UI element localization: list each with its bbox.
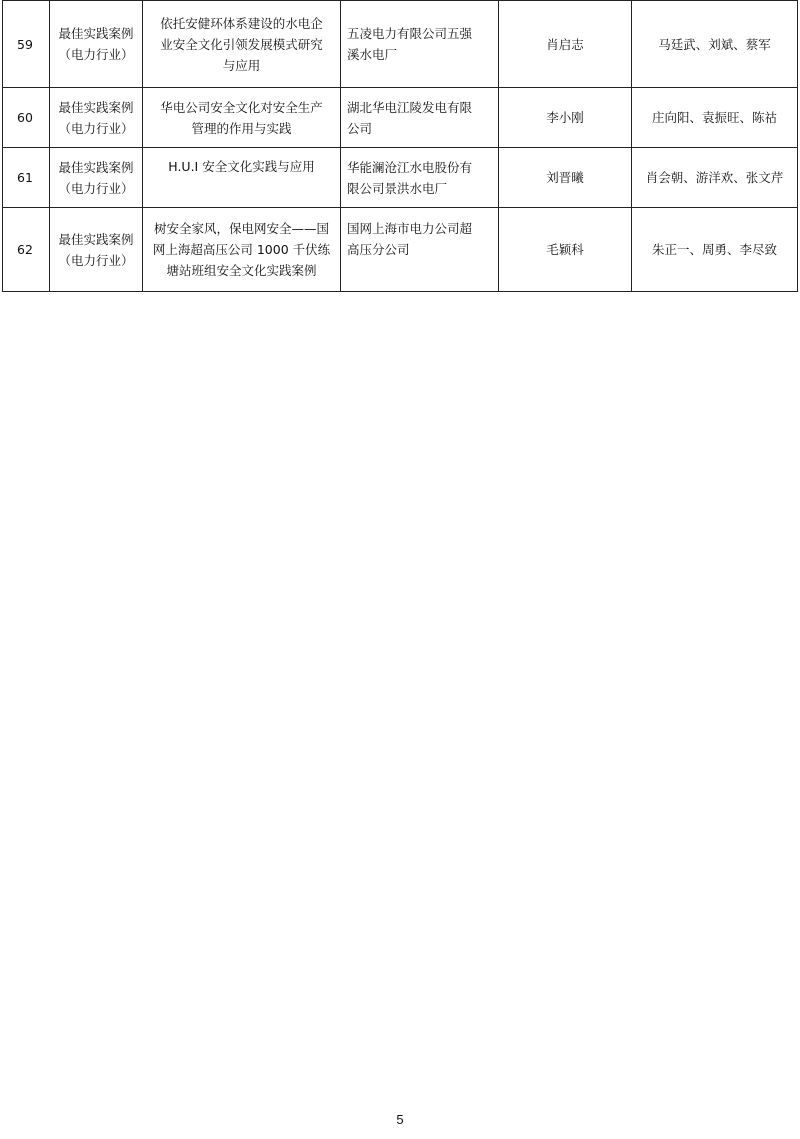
category-line: 最佳实践案例 <box>58 231 134 247</box>
unit-line: 华能澜沧江水电股份有 <box>347 159 473 175</box>
unit-line: 公司 <box>347 120 373 136</box>
row-number: 61 <box>3 148 50 208</box>
title-line: 网上海超高压公司 1000 千伏练 <box>152 242 331 257</box>
unit-cell <box>341 88 499 148</box>
category-line: （电力行业） <box>58 180 134 196</box>
members-cell: 肖会朝、游洋欢、张文芹 <box>632 148 798 208</box>
category-line: 最佳实践案例 <box>58 159 134 175</box>
category-line: （电力行业） <box>58 120 134 136</box>
leader-cell: 李小刚 <box>499 88 632 148</box>
unit-line: 国网上海市电力公司超 <box>347 221 473 236</box>
members-cell: 朱正一、周勇、李尽致 <box>632 208 798 292</box>
leader-cell: 毛颖科 <box>499 208 632 292</box>
unit-line: 溪水电厂 <box>347 47 398 62</box>
category-cell <box>50 1 143 88</box>
row-number: 62 <box>3 208 50 292</box>
unit-cell <box>341 208 499 292</box>
title-line: 依托安健环体系建设的水电企 <box>160 15 323 31</box>
category-line: 最佳实践案例 <box>58 26 134 41</box>
title-line: H.U.I 安全文化实践与应用 <box>168 159 315 174</box>
row-number: 59 <box>3 1 50 88</box>
title-cell <box>143 148 341 208</box>
title-cell <box>143 88 341 148</box>
members-cell: 马廷武、刘斌、蔡军 <box>632 1 798 88</box>
title-line: 管理的作用与实践 <box>191 120 292 136</box>
unit-line: 高压分公司 <box>347 242 410 257</box>
category-cell <box>50 208 143 292</box>
leader-cell: 刘晋曦 <box>499 148 632 208</box>
row-number: 60 <box>3 88 50 148</box>
table-row <box>3 148 798 208</box>
category-cell <box>50 148 143 208</box>
awards-table <box>2 0 798 292</box>
category-line: （电力行业） <box>58 252 134 268</box>
title-line: 塘站班组安全文化实践案例 <box>166 263 317 278</box>
title-cell <box>143 1 341 88</box>
unit-line: 湖北华电江陵发电有限 <box>347 99 473 115</box>
table-row <box>3 208 798 292</box>
leader-cell: 肖启志 <box>499 1 632 88</box>
page-number: 5 <box>396 1112 404 1127</box>
unit-line: 限公司景洪水电厂 <box>347 180 448 196</box>
table-row <box>3 1 798 88</box>
category-cell <box>50 88 143 148</box>
category-line: （电力行业） <box>58 47 134 62</box>
members-cell: 庄向阳、袁振旺、陈祜 <box>632 88 798 148</box>
category-line: 最佳实践案例 <box>58 99 134 115</box>
title-line: 华电公司安全文化对安全生产 <box>160 99 323 115</box>
unit-cell <box>341 1 499 88</box>
title-cell <box>143 208 341 292</box>
title-line: 业安全文化引领发展模式研究 <box>160 36 323 52</box>
title-line: 树安全家风，保电网安全——国 <box>153 221 329 236</box>
table-row <box>3 88 798 148</box>
title-line: 与应用 <box>222 57 261 73</box>
unit-line: 五凌电力有限公司五强 <box>347 26 473 41</box>
unit-cell <box>341 148 499 208</box>
